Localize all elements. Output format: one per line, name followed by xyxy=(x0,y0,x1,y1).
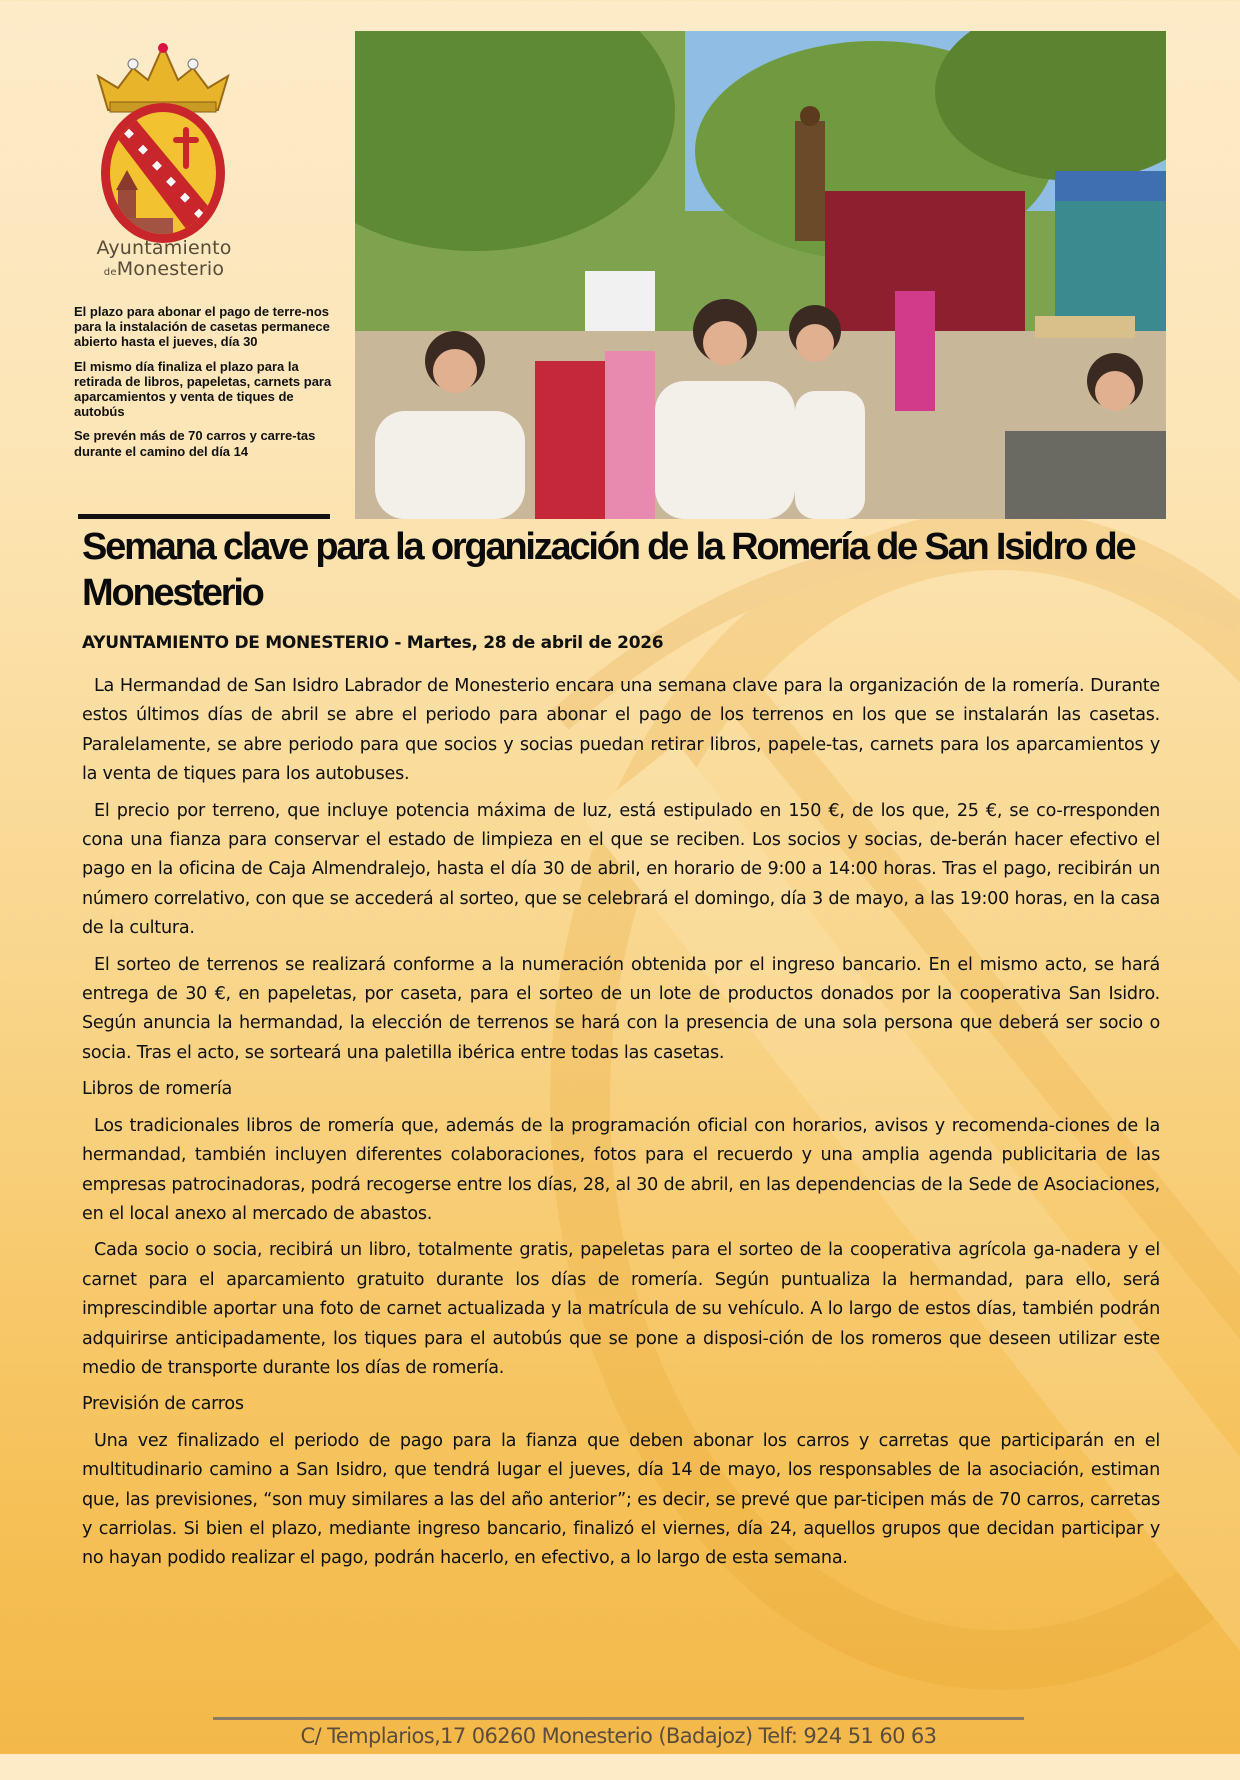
logo-text xyxy=(80,238,248,283)
footer-address: C/ Templarios,17 06260 Monesterio (Badajoz) Telf: 924 51 60 63 xyxy=(300,1724,937,1748)
procession-photo-illustration xyxy=(355,31,1166,519)
article-paragraph: El precio por terreno, que incluye potencia máxima de luz, está estipulado en 150 €, de los que, 25 €, se co-rresponden cona una fianza para conservar el estado de limpieza en el que se reciben. Los socios y socias, de-berán hacer efectivo el pago en la oficina de Caja Almendralejo, hasta el día 30 de abril, en horario de 9:00 a 14:00 horas. Tras el pago, recibirán un número correlativo, con que se accederá al sorteo, que se celebrará el domingo, día 3 de mayo, a las 19:00 horas, en la casa de la cultura. xyxy=(82,800,1160,939)
logo-line2: Monesterio xyxy=(116,258,225,280)
logo-line1: Ayuntamiento xyxy=(96,237,232,259)
highlight-item: El plazo para abonar el pago de terre-nos para la instalación de casetas permanece abierto hasta el jueves, día 30 xyxy=(74,304,330,350)
highlights-sidebar xyxy=(74,304,342,468)
byline-separator: - xyxy=(388,633,407,653)
article-paragraph: Cada socio o socia, recibirá un libro, totalmente gratis, papeletas para el sorteo de la cooperativa agrícola ga-nadera y el carnet para el aparcamiento gratuito durante los días de romería. Según puntualiza la hermandad, para ello, será imprescindible aportar una foto de carnet actualizada y la matrícula de su vehículo. A lo largo de estos días, también podrán adquirirse anticipadamente, los tiques para el autobús que se pone a disposi-ción de los romeros que deseen utilizar este medio de transporte durante los días de romería. xyxy=(82,1240,1160,1378)
sidebar-divider xyxy=(78,514,330,519)
article-paragraph: Una vez finalizado el periodo de pago para la fianza que deben abonar los carros y carretas que participarán en el multitudinario camino a San Isidro, que tendrá lugar el jueves, día 14 de mayo, los responsables de la asociación, estiman que, las previsiones, “son muy similares a las del año anterior”; es decir, se prevé que par-ticipen más de 70 carros, carretas y carriolas. Si bien el plazo, mediante ingreso bancario, finalizó el viernes, día 24, aquellos grupos que decidan participar y no hayan podido realizar el pago, podrán hacerlo, en efectivo, a lo largo de esta semana. xyxy=(82,1430,1160,1569)
byline-source: AYUNTAMIENTO DE MONESTERIO xyxy=(82,633,389,653)
logo-prefix: de xyxy=(103,267,117,278)
article-body xyxy=(82,672,1160,1581)
footer-divider xyxy=(213,1717,1024,1720)
article-title: Semana clave para la organización de la Romería de San Isidro de Monesterio xyxy=(82,526,1135,614)
article-paragraph: El sorteo de terrenos se realizará conforme a la numeración obtenida por el ingreso bancario. En el mismo acto, se hará entrega de 30 €, en papeletas, por caseta, para el sorteo de un lote de productos donados por la cooperativa San Isidro. Según anuncia la hermandad, la elección de terrenos se hará con la presencia de una sola persona que deberá ser socio o socia. Tras el acto, se sorteará una paletilla ibérica entre todas las casetas. xyxy=(82,954,1160,1063)
section-heading-carros: Previsión de carros xyxy=(82,1394,244,1415)
article-paragraph: Los tradicionales libros de romería que, además de la programación oficial con horarios, avisos y recomenda-ciones de la hermandad, también incluyen diferentes colaboraciones, fotos para el recuerdo y una amplia agenda publicitaria de las empresas patrocinadoras, podrá recogerse entre los días, 28, al 30 de abril, en las dependencias de la Sede de Asociaciones, en el local anexo al mercado de abastos. xyxy=(82,1115,1160,1224)
byline-date: Martes, 28 de abril de 2026 xyxy=(406,633,664,653)
section-heading-libros: Libros de romería xyxy=(82,1079,233,1100)
article-byline xyxy=(82,633,663,653)
highlight-item: El mismo día finaliza el plazo para la retirada de libros, papeletas, carnets para aparcamientos y venta de tiques de autobús xyxy=(74,358,332,420)
article-paragraph: La Hermandad de San Isidro Labrador de Monesterio encara una semana clave para la organización de la romería. Durante estos últimos días de abril se abre el periodo para abonar el pago de los terrenos en los que se instalarán las casetas. Paralelamente, se abre periodo para que socios y socias puedan retirar libros, papele-tas, carnets para los aparcamientos y la venta de tiques para los autobuses. xyxy=(82,676,1160,785)
highlight-item: Se prevén más de 70 carros y carre-tas durante el camino del día 14 xyxy=(74,428,316,459)
article-photo xyxy=(355,31,1166,519)
